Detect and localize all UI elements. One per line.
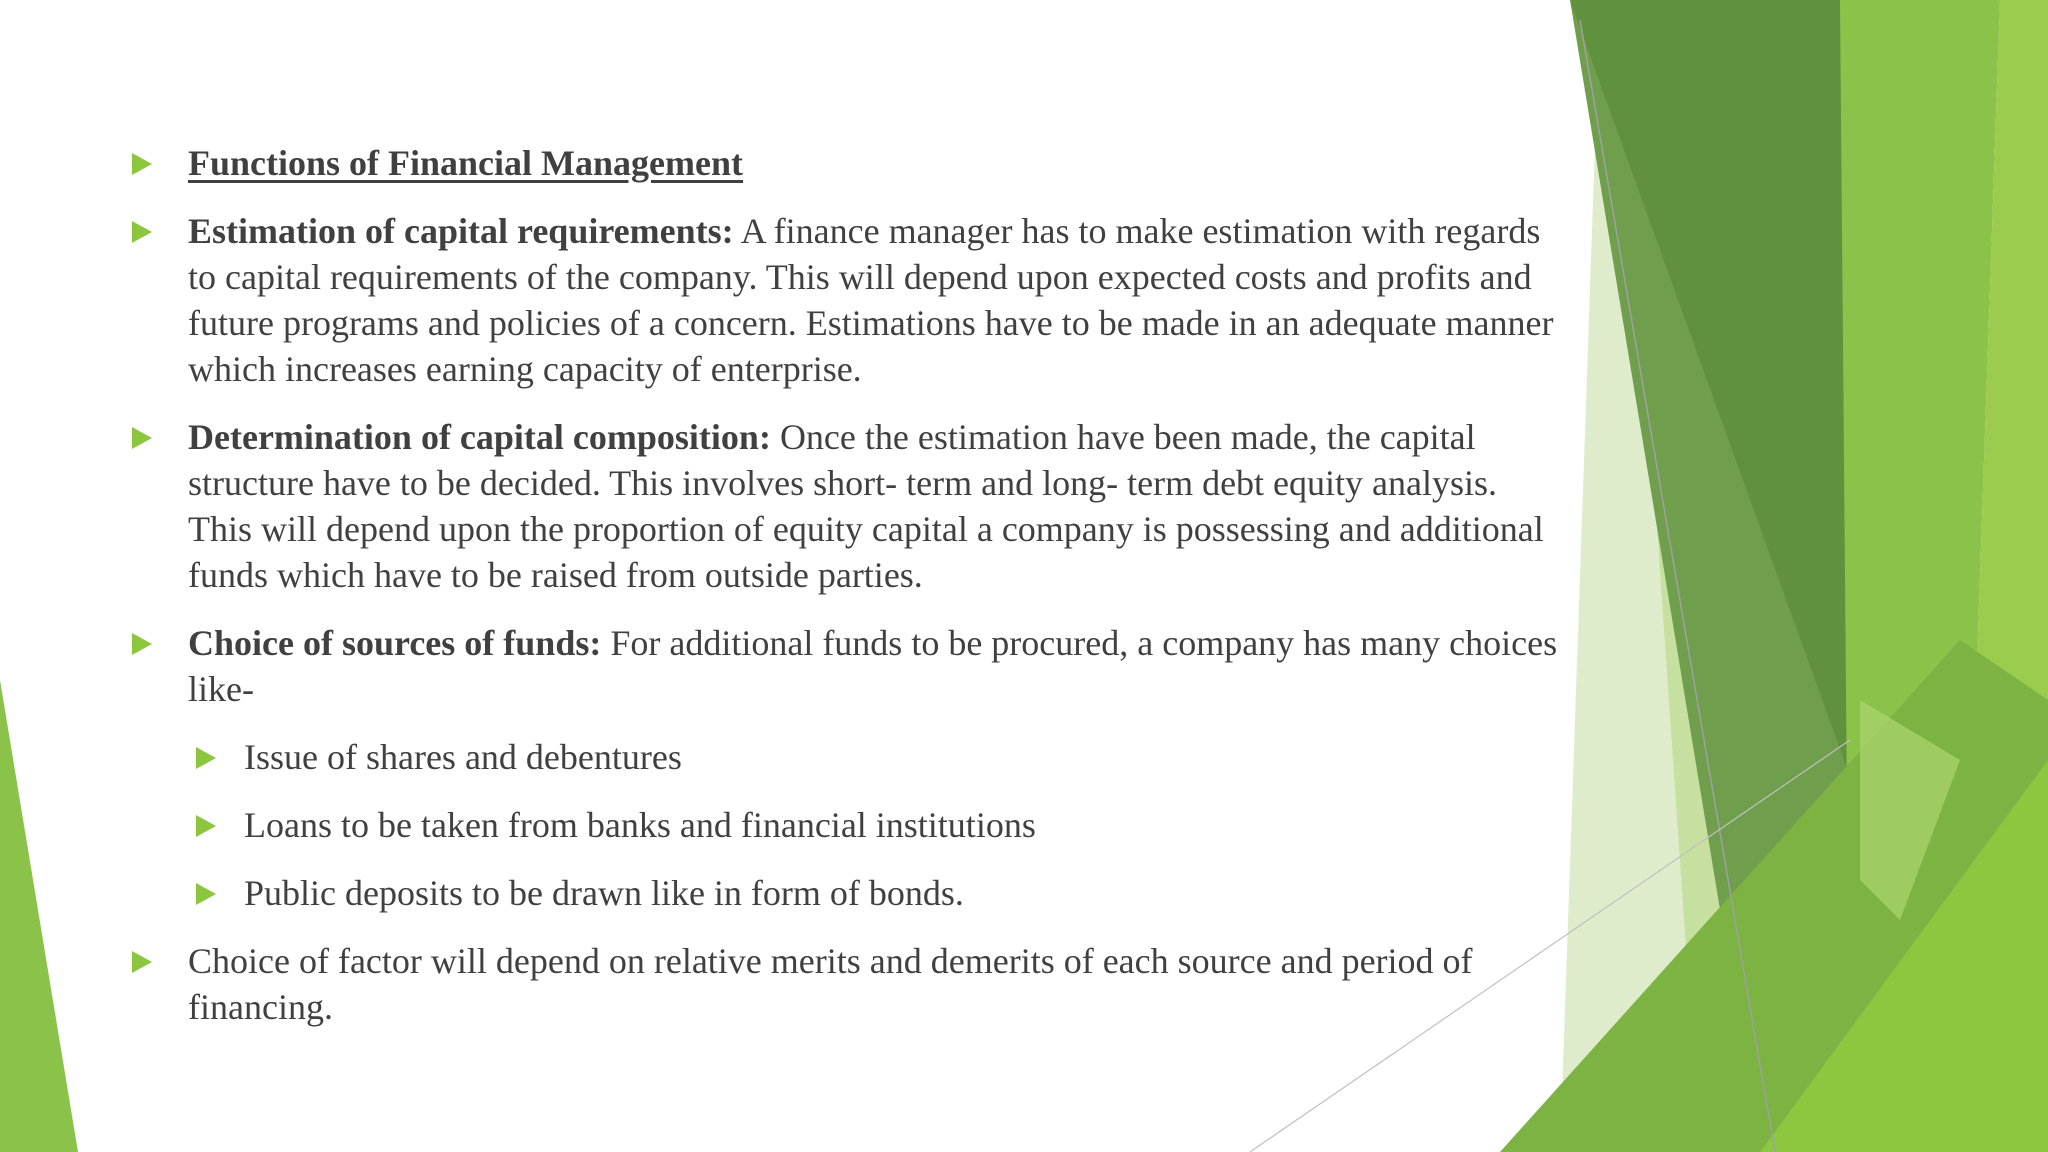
sub-bullet-1 <box>196 734 1558 780</box>
triangle-right-icon <box>196 815 216 837</box>
bullet-text: A finance manager has to make estimation with regards to capital requirements of the company. This will depend upon expected costs and profits and future programs and policies of a concern. Estimations have to be made in an adequate manner which increases earning capacity of enterprise. <box>188 211 1554 389</box>
bullet-lead: Choice of sources of funds: <box>188 623 602 663</box>
sub-bullet-3 <box>196 870 1558 916</box>
bullet-item-1 <box>128 208 1558 392</box>
bullet-closing <box>128 938 1558 1030</box>
slide-content <box>128 140 1558 1052</box>
bullet-lead: Estimation of capital requirements: <box>188 211 734 251</box>
triangle-right-icon <box>132 427 152 449</box>
bullet-lead: Determination of capital composition: <box>188 417 771 457</box>
triangle-right-icon <box>196 747 216 769</box>
sub-bullet-text: Loans to be taken from banks and financial institutions <box>244 805 1036 845</box>
sub-bullet-text: Public deposits to be drawn like in form of bonds. <box>244 873 964 913</box>
triangle-right-icon <box>132 221 152 243</box>
bullet-text: For additional funds to be procured, a company has many choices like- <box>188 623 1558 709</box>
bullet-text: Once the estimation have been made, the capital structure have to be decided. This involves short- term and long- term debt equity analysis. This will depend upon the proportion of equity capital a company is possessing and additional funds which have to be raised from outside parties. <box>188 417 1544 595</box>
triangle-right-icon <box>196 883 216 905</box>
triangle-right-icon <box>132 951 152 973</box>
bullet-item-2 <box>128 414 1558 598</box>
closing-text: Choice of factor will depend on relative merits and demerits of each source and period of financing. <box>188 941 1473 1027</box>
slide-heading: Functions of Financial Management <box>188 143 743 183</box>
bullet-item-3 <box>128 620 1558 712</box>
bullet-heading <box>128 140 1558 186</box>
bg-shape-left <box>0 680 78 1152</box>
triangle-right-icon <box>132 633 152 655</box>
sub-bullet-text: Issue of shares and debentures <box>244 737 682 777</box>
sub-bullet-2 <box>196 802 1558 848</box>
triangle-right-icon <box>132 153 152 175</box>
